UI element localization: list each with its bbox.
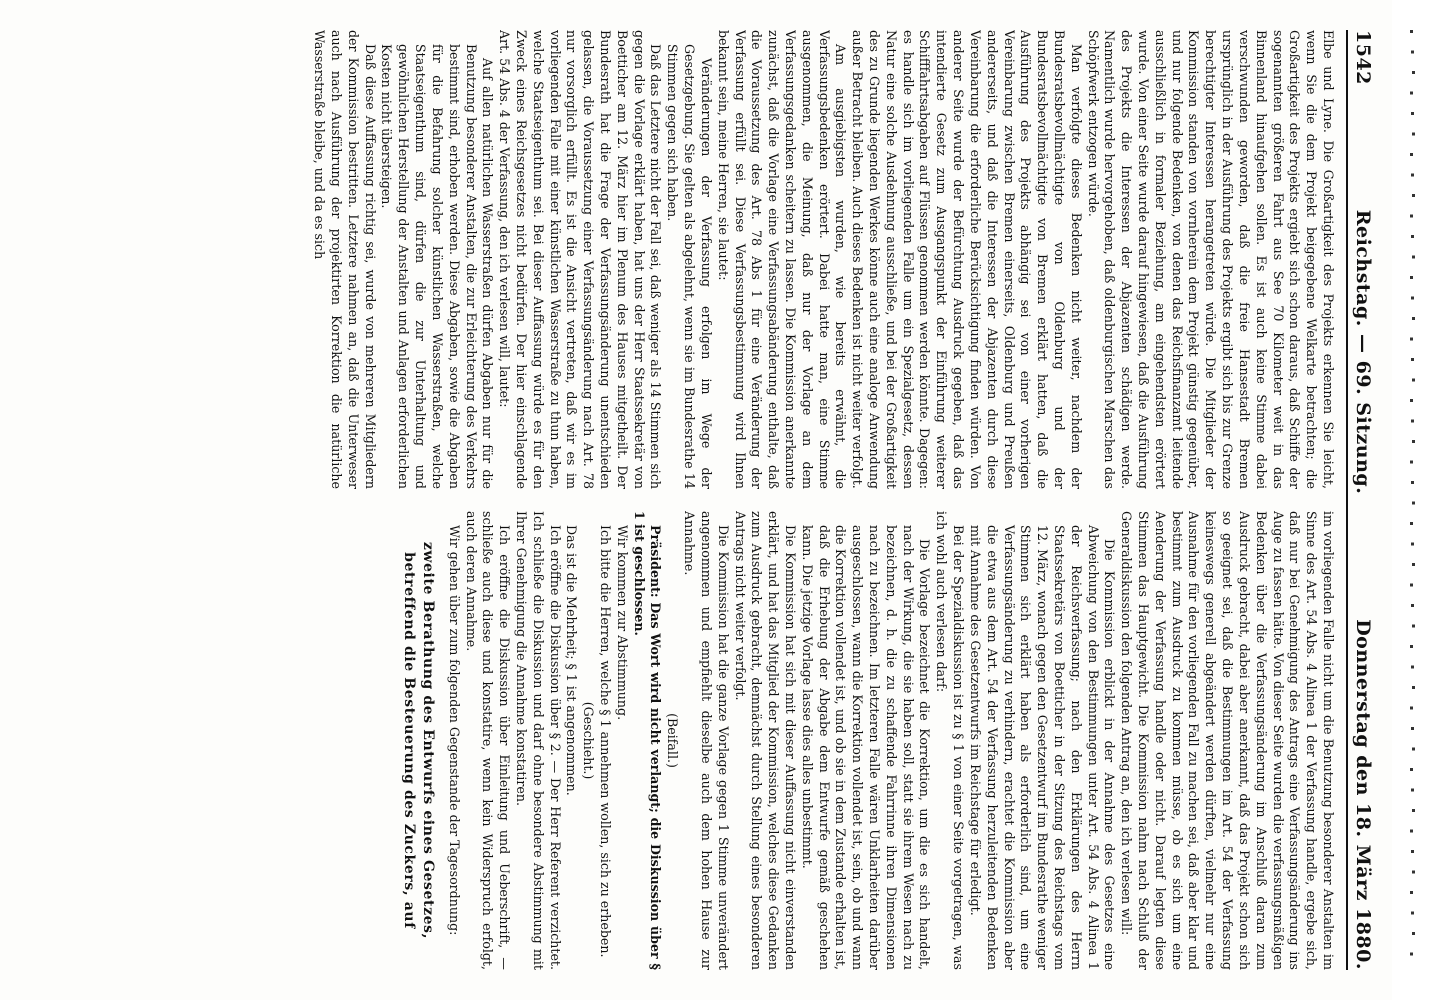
scan-speck	[1411, 789, 1414, 792]
quoted-article: Veränderungen der Verfassung erfolgen im Wege der Gesetzgebung. Sie gelten als abgelehnt, wenn sie im Bundesrathe 14 Stimmen gegen sich haben.	[665, 44, 714, 489]
scan-speck	[1410, 461, 1413, 464]
scan-speck	[1411, 420, 1414, 423]
scan-speck	[1410, 338, 1413, 341]
paragraph: Ich eröffne die Diskussion über Einleitung und Ueberschrift, — schließe auch diese und konstatire, wenn kein Widerspruch erfolgt, auch deren Annahme.	[463, 511, 513, 970]
scan-speck	[1411, 850, 1414, 853]
session-date: Donnerstag den 18. März 1880.	[1352, 619, 1374, 970]
scan-speck	[1410, 399, 1413, 402]
paragraph: Daß diese Auffassung richtig sei, wurde von mehreren Mitgliedern der Kommission bestritten. Letztere nahmen an, daß die Unterweser auch nach Ausführung der projektirten Korrektion die natürliche Wasserstraße bleibe, und da es sich	[312, 30, 378, 489]
scan-speck	[1412, 871, 1415, 874]
paragraph: Die Kommission hat sich mit dieser Auffassung nicht einverstanden erklärt, und hat das Mitglied der Kommission, welches diese Gedanken zum Ausdruck gebracht, demnächst durch Stellung eines besonderen Antrags nicht weiter verfolgt.	[732, 511, 798, 970]
page-header	[1346, 30, 1374, 970]
quoted-article: Auf allen natürlichen Wasserstraßen dürfen Abgaben nur für die Benutzung besonderer Anstalten, die zur Erleichterung des Verkehrs bestimmt sind, erhoben werden. Diese Abgaben, sowie die Abgaben für die Befahrung solcher künstlichen Wasserstraßen, welche Staatseigenthum sind, dürfen die zur Unterhaltung und gewöhnlichen Herstellung der Anstalten und Anlagen erforderlichen Kosten nicht übersteigen.	[379, 44, 496, 489]
scan-speck	[1410, 768, 1413, 771]
quoted-passage: Die Vorlage bezeichnet die Korrektion, um die es sich handelt, nach der Wirkung, die sie haben soll, statt sie ihrem Wesen nach zu bezeichnen, d. h. die zu schaffende Fahrrinne ihren Dimensionen nach zu bezeichnen. Im letzteren Falle wären Unklarheiten darüber ausgeschlossen, wann die Korrektion vollendet ist, sein, ob und wann die Korrektion vollendet ist, und ob sie in dem Zustande erhalten ist, daß die Erhebung der Abgabe dem Entwurfe gemäß geschehen kann. Die jetzige Vorlage lasse dies alles unbestimmt.	[799, 525, 933, 970]
paragraph: Ich bitte die Herren, welche § 1 annehmen wollen, sich zu erheben.	[598, 525, 614, 958]
paragraph: Elbe und Lyne. Die Großartigkeit des Projekts erkennen Sie leicht, wenn Sie die dem Projekt beigegebene Welkarte betrachten; die Großartigkeit des Projekts ergiebt sich schon daraus, daß Schiffe der sogenannten größeren Fahrt aus See 70 Kilometer weit in das Binnenland hinaufgehen sollen. Es ist auch keine Stimme dabei verschwunden geworden, daß die freie Hansestadt Bremen ursprünglich in der Ausführung des Projekts ergibt sich bis zur Grenze berechtigter Interessen herangetreten würde. Die Mitglieder der Kommission standen von vornherein dem Projekt günstig gegenüber, und nur folgende Bedenken, von denen das Reichsfinanzamt leitende ausschließlich in formaler Beziehung, am eingehendsten erörtert wurde. Von einer Seite wurde darauf hingewiesen, daß die Ausführung des Projekts die Interessen der Abjazenten schädigen werde. Namentlich wurde hervorgehoben, daß oldenburgischen Marschen das Schöpfwerk entzogen würde.	[1085, 30, 1336, 489]
left-column	[26, 30, 1336, 489]
paragraph: Das ist die Mehrheit; § 1 ist angenommen.	[564, 525, 580, 796]
session-title: Reichstag. — 69. Sitzung.	[1352, 209, 1374, 495]
scan-speck	[1410, 153, 1413, 156]
scan-speck	[1411, 358, 1414, 361]
paragraph: Daß das Letztere nicht der Fall sei, daß weniger als 14 Stimmen sich gegen die Vorlage erklärt haben, hat uns der Herr Staatssekretär von Boetticher am 12. März hier im Plenum des Hauses mitgetheilt. Der Bundesrath hat die Frage der Verfassungsänderung unentschieden gelassen, die Voraussetzung einer Verfassungsänderung nach Art. 78 nur vorsorglich erfüllt. Es ist die Ansicht vertreten, daß wir es im vorliegenden Falle mit einer künstlichen Wasserstraße zu thun haben, welche Staatseigenthum sei. Bei dieser Auffassung würde es für den Zweck eines Reichsgesetzes nicht bedürfen. Der hier einschlagende Art. 54 Abs. 4 der Verfassung, den ich verlesen will, lautet:	[497, 30, 664, 489]
paragraph: Bei der Spezialdiskussion ist zu § 1 von einer Seite vorgetragen, was ich wohl auch verlesen darf:	[934, 511, 967, 970]
scan-speck	[1412, 625, 1415, 628]
scan-speck	[1410, 891, 1413, 894]
scan-edge-dots	[1392, 0, 1432, 1000]
scan-speck	[1412, 194, 1415, 197]
paragraph: Die Kommission hat die ganze Vorlage gegen 1 Stimme unverändert angenommen und empfiehlt dieselbe auch dem hohen Hause zur Annahme.	[682, 511, 731, 970]
scan-speck	[1412, 809, 1415, 812]
page-number: 1542	[1352, 30, 1374, 85]
right-column	[26, 511, 1336, 970]
scan-speck	[1412, 563, 1415, 566]
scan-speck	[1412, 133, 1415, 136]
agenda-item-title: zweite Berathung des Entwurfs eines Gesetzes, betreffend die Besteuerung des Zuckers, auf	[401, 541, 436, 940]
paragraph: Wir gehen über zum folgenden Gegenstande der Tagesordnung:	[446, 525, 462, 936]
scan-speck	[1412, 502, 1415, 505]
scan-speck	[1411, 666, 1414, 669]
text-columns	[26, 30, 1336, 970]
scan-speck	[1410, 92, 1413, 95]
scan-speck	[1411, 481, 1414, 484]
quoted-motion: Die Kommission erblickt in der Annahme des Gesetzes eine Abweichung von den Bestimmungen unter Art. 54 Abs. 4 Alinea 1 der Reichsverfassung; nach den Erklärungen des Herrn Staatssekretärs von Boetticher in der Sitzung des Reichstags vom 12. März, wonach gegen den Gesetzentwurf im Bundesrathe weniger Stimmen sich erklärt haben als erforderlich sind, um eine Verfassungsänderung zu verhindern, erachtet die Kommission aber die etwa aus dem Art. 54 der Verfassung herzuleitenden Bedenken mit Annahme des Gesetzentwurfs im Reichstage für erledigt.	[967, 525, 1118, 970]
scan-speck	[1411, 112, 1414, 115]
scan-speck	[1410, 276, 1413, 279]
scan-speck	[1412, 317, 1415, 320]
president-statement: Präsident: Das Wort wird nicht verlangt; die Diskussion über § 1 ist geschlossen.	[631, 511, 664, 970]
stage-note: (Geschieht.)	[581, 701, 597, 780]
scan-speck	[1411, 604, 1414, 607]
scan-speck	[1411, 297, 1414, 300]
scan-speck	[1412, 932, 1415, 935]
scan-speck	[1410, 215, 1413, 218]
paragraph: Am ausgiebigsten wurden, wie bereits erwähnt, die Verfassungsbedenken erörtert. Dabei hatte man, eine Stimme ausgenommen, die Meinung, daß nur der Vorlage an dem Verfassungsgedanken scheitern zu lassen. Die Kommission anerkannte zunächst, daß die Vorlage eine Verfassungsabänderung enthalte, daß die Voraussetzung des Art. 78 Abs 1 für eine Veränderung der Verfassung erfüllt sei. Diese Verfassungsbestimmung wird Ihnen bekannt sein, meine Herren, sie lautet:	[715, 30, 849, 489]
scan-speck	[1411, 174, 1414, 177]
scan-speck	[1411, 727, 1414, 730]
scan-speck	[1410, 584, 1413, 587]
paragraph: Wir kommen zur Abstimmung.	[614, 525, 630, 721]
paragraph: Man verfolgte dieses Bedenken nicht weiter, nachdem der Bundesratsbevollmächtigte von Oldenburg und der Bundesratsbevollmächtigte von Bremen erklärt hatten, daß die Ausführung des Projekts abhängig sei von einer vorherigen Vereinbarung zwischen Bremen einerseits, Oldenburg und Preußen andererseits, und daß die Interessen der Abjazenten durch diese Vereinbarung die erforderliche Berücksichtigung finden würden. Von anderer Seite wurde der Befürchtung Ausdruck gegeben, daß das intendierte Gesetz zum Ausgangspunkt der Einführung weiterer Schifffahrtsabgaben auf Flüssen genommen werden könnte. Dagegen: es handle sich im vorliegenden Falle um ein Spezialgesetz, dessen Natur eine solche Ausdehnung ausschließe, und bei der Großartigkeit des zu Grunde liegenden Werkes könne auch eine analoge Anwendung außer Betracht bleiben. Auch dieses Bedenken ist nicht weiter verfolgt.	[850, 30, 1084, 489]
scan-speck	[1411, 51, 1414, 54]
scan-speck	[1412, 440, 1415, 443]
scan-speck	[1410, 953, 1413, 956]
scan-speck	[1412, 256, 1415, 259]
scan-speck	[1411, 912, 1414, 915]
scan-speck	[1410, 30, 1413, 33]
applause-note: (Beifall.)	[665, 713, 681, 768]
scan-speck	[1411, 235, 1414, 238]
scan-speck	[1410, 645, 1413, 648]
scan-speck	[1410, 830, 1413, 833]
scan-speck	[1412, 686, 1415, 689]
scan-speck	[1412, 748, 1415, 751]
scan-speck	[1410, 522, 1413, 525]
scan-speck	[1411, 543, 1414, 546]
paragraph: im vorliegenden Falle nicht um die Benutzung besonderer Anstalten im Sinne des Art. 54 Abs. 4 Alinea 1 der Verfassung handle, ergebe sich, daß nur bei Genehmigung des Antrags eine Verfassungsänderung ins Auge zu fassen hätte. Von dieser Seite wurden die verfassungsmäßigen Bedenken über die Verfassungsänderung im Anschluß daran zum Ausdruck gebracht, dabei aber anerkannt, daß das Projekt schon sich so geeignet sei, daß die Bestimmungen im Art. 54 der Verfassung keineswegs generell abgeändert werden dürften, vielmehr nur eine Ausnahme für den vorliegenden Fall zu machen sei, daß aber klar und bestimmt zum Ausdruck zu kommen müsse, ob es sich um eine Aenderung der Verfassung handle oder nicht. Darauf legten diese Stimmen das Hauptgewicht. Die Kommission nahm nach Schluß der Generaldiskussion den folgenden Antrag an, den ich verlesen will:	[1119, 511, 1336, 970]
paragraph: Ich eröffne die Diskussion über § 2. — Der Herr Referent verzichtet. Ich schließe die Diskussion und darf ohne besondere Abstimmung mit Ihrer Genehmigung die Annahme konstatiren.	[514, 511, 563, 970]
scan-speck	[1412, 379, 1415, 382]
scan-speck	[1410, 707, 1413, 710]
scan-speck	[1412, 71, 1415, 74]
